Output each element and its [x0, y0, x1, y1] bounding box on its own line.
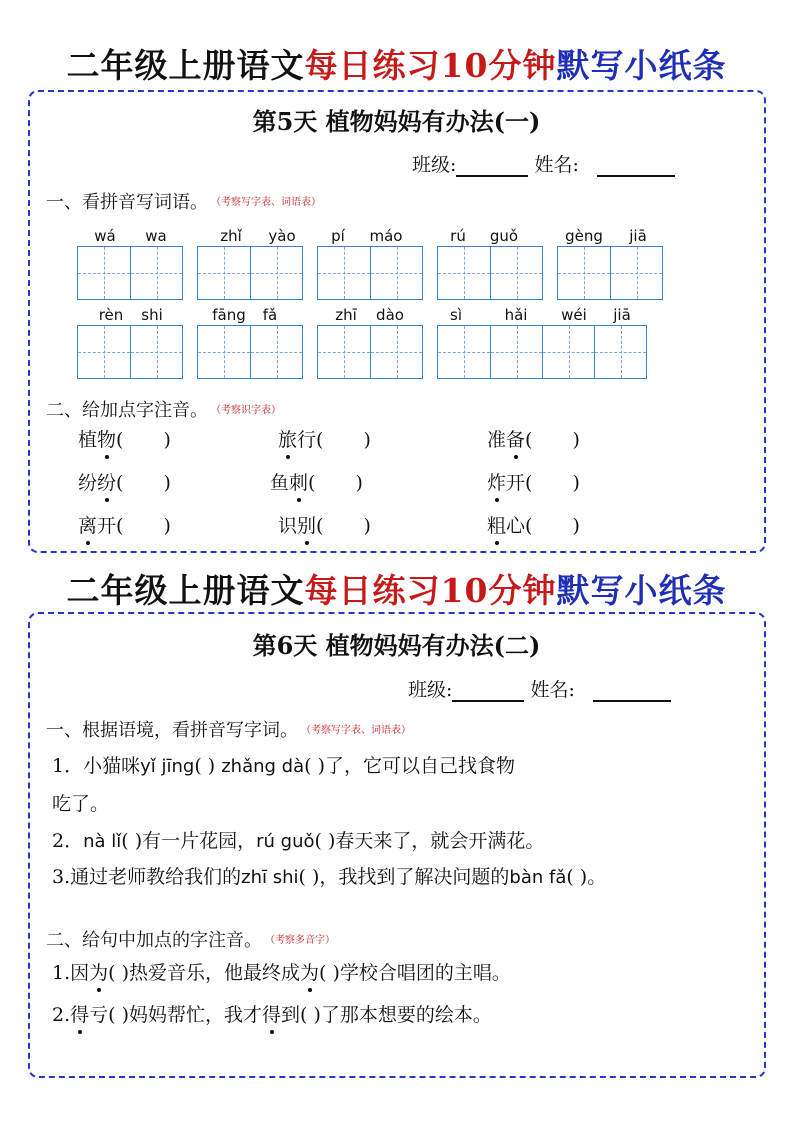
pinyin: fāng	[212, 306, 246, 324]
day6-class-name-row	[408, 675, 671, 702]
dotted-char: 刺	[289, 468, 308, 495]
dotted-char: 为	[89, 958, 108, 985]
pinyin: pí	[331, 227, 345, 245]
annotate-item: 识别( )	[278, 511, 371, 538]
writing-grid[interactable]	[317, 246, 423, 300]
section2-note: （考察识字表）	[216, 405, 281, 416]
day6-section2-heading	[46, 926, 335, 952]
answer-blank[interactable]: ( )，我找到了解决问题的	[298, 866, 510, 888]
answer-blank[interactable]: ( )	[194, 755, 216, 777]
dotted-char: 旅	[278, 425, 297, 452]
pinyin: zhǐ	[220, 227, 242, 245]
pinyin: zhǎng dà	[221, 756, 305, 777]
section1-label: 一、根据语境，看拼音写字词。	[46, 720, 298, 741]
day6-section1-heading	[46, 716, 411, 742]
section1-label: 一、看拼音写词语。	[46, 192, 208, 213]
sentence-1: 1．小猫咪yǐ jīng( ) zhǎng dà( )了，它可以自己找食物	[52, 755, 516, 777]
pinyin: hǎi	[504, 306, 528, 324]
pinyin: fǎ	[262, 306, 278, 324]
dotted-char: 粗	[487, 511, 506, 538]
worksheet-banner-2	[0, 565, 793, 612]
dotted-char: 得	[70, 1000, 89, 1027]
day5-section1-heading	[46, 188, 321, 214]
sentence-2: 2．nà lǐ( )有一片花园，rú guǒ( )春天来了，就会开满花。	[52, 830, 545, 852]
class-blank[interactable]	[456, 157, 528, 177]
pinyin: dào	[376, 306, 404, 324]
day5-class-name-row	[412, 150, 675, 177]
polyphone-sentence-1: 1.因为( )热爱音乐，他最终成为( )学校合唱团的主唱。	[52, 958, 511, 985]
pinyin: sì	[450, 306, 462, 324]
section2-label: 二、给加点字注音。	[46, 400, 208, 421]
annotate-item: 植物( )	[78, 425, 171, 452]
pinyin: rú	[450, 227, 466, 245]
pinyin: guǒ	[489, 227, 519, 245]
writing-grid[interactable]	[77, 325, 183, 379]
writing-grid[interactable]	[437, 246, 543, 300]
writing-grid[interactable]	[197, 325, 303, 379]
section1-note: （考察写字表、词语表）	[306, 725, 411, 736]
pinyin: máo	[369, 227, 403, 245]
banner-grade-text: 二年级上册语文	[66, 46, 305, 85]
sentence-3: 3.通过老师教给我们的zhī shi( )，我找到了解决问题的bàn fǎ( )。	[52, 866, 607, 888]
name-label: 姓名:	[530, 679, 575, 701]
section2-label: 二、给句中加点的字注音。	[46, 930, 262, 951]
pinyin: rú guǒ	[256, 831, 315, 852]
name-blank[interactable]	[597, 157, 675, 177]
name-blank[interactable]	[593, 682, 671, 702]
dotted-char: 离	[78, 511, 97, 538]
polyphone-sentence-2: 2.得亏( )妈妈帮忙，我才得到( )了那本想要的绘本。	[52, 1000, 492, 1027]
dotted-char: 炸	[487, 468, 506, 495]
dotted-char: 得	[262, 1000, 281, 1027]
banner-practice-text: 每日练习10分钟	[304, 571, 557, 610]
annotate-item: 准备( )	[487, 425, 580, 452]
banner-dictation-text: 默写小纸条	[556, 571, 727, 610]
dotted-char: 为	[300, 958, 319, 985]
pinyin: wa	[145, 227, 167, 245]
sentence-1-cont: 吃了。	[52, 793, 110, 815]
annotate-item: 纷纷( )	[78, 468, 171, 495]
day6-title: 第6天 植物妈妈有办法(二)	[252, 631, 541, 660]
day5-section2-heading	[46, 396, 281, 422]
pinyin: yǐ jīng	[140, 756, 195, 777]
annotate-item: 粗心( )	[487, 511, 580, 538]
writing-grid[interactable]	[437, 325, 647, 379]
annotate-item: 炸开( )	[487, 468, 580, 495]
pinyin: gèng	[565, 227, 603, 245]
pinyin: zhī shi	[241, 867, 299, 888]
dotted-char: 纷	[97, 468, 116, 495]
pinyin: nà lǐ	[83, 831, 122, 852]
dotted-char: 物	[97, 425, 116, 452]
day5-title: 第5天 植物妈妈有办法(一)	[252, 107, 541, 136]
writing-grid[interactable]	[77, 246, 183, 300]
worksheet-banner-1	[0, 40, 793, 87]
pinyin: yào	[268, 227, 296, 245]
section2-note: （考察多音字）	[270, 935, 335, 946]
pinyin: wá	[94, 227, 116, 245]
banner-grade-text: 二年级上册语文	[66, 571, 305, 610]
name-label: 姓名:	[534, 154, 579, 176]
pinyin: jiā	[629, 227, 647, 245]
dotted-char: 备	[506, 425, 525, 452]
section1-note: （考察写字表、词语表）	[216, 197, 321, 208]
pinyin: zhī	[335, 306, 357, 324]
writing-grid[interactable]	[557, 246, 663, 300]
pinyin: wéi	[561, 306, 587, 324]
pinyin: bàn fǎ	[509, 867, 567, 888]
banner-dictation-text: 默写小纸条	[556, 46, 727, 85]
banner-practice-text: 每日练习10分钟	[304, 46, 557, 85]
annotate-item: 鱼刺( )	[270, 468, 363, 495]
pinyin: rèn	[98, 306, 124, 324]
annotate-item: 旅行( )	[278, 425, 371, 452]
dotted-char: 别	[297, 511, 316, 538]
class-blank[interactable]	[452, 682, 524, 702]
annotate-item: 离开( )	[78, 511, 171, 538]
pinyin: shi	[141, 306, 163, 324]
pinyin: jiā	[613, 306, 631, 324]
answer-blank[interactable]: ( )有一片花园，	[121, 830, 257, 852]
class-label: 班级:	[412, 154, 457, 176]
class-label: 班级:	[408, 679, 453, 701]
writing-grid[interactable]	[317, 325, 423, 379]
writing-grid[interactable]	[197, 246, 303, 300]
